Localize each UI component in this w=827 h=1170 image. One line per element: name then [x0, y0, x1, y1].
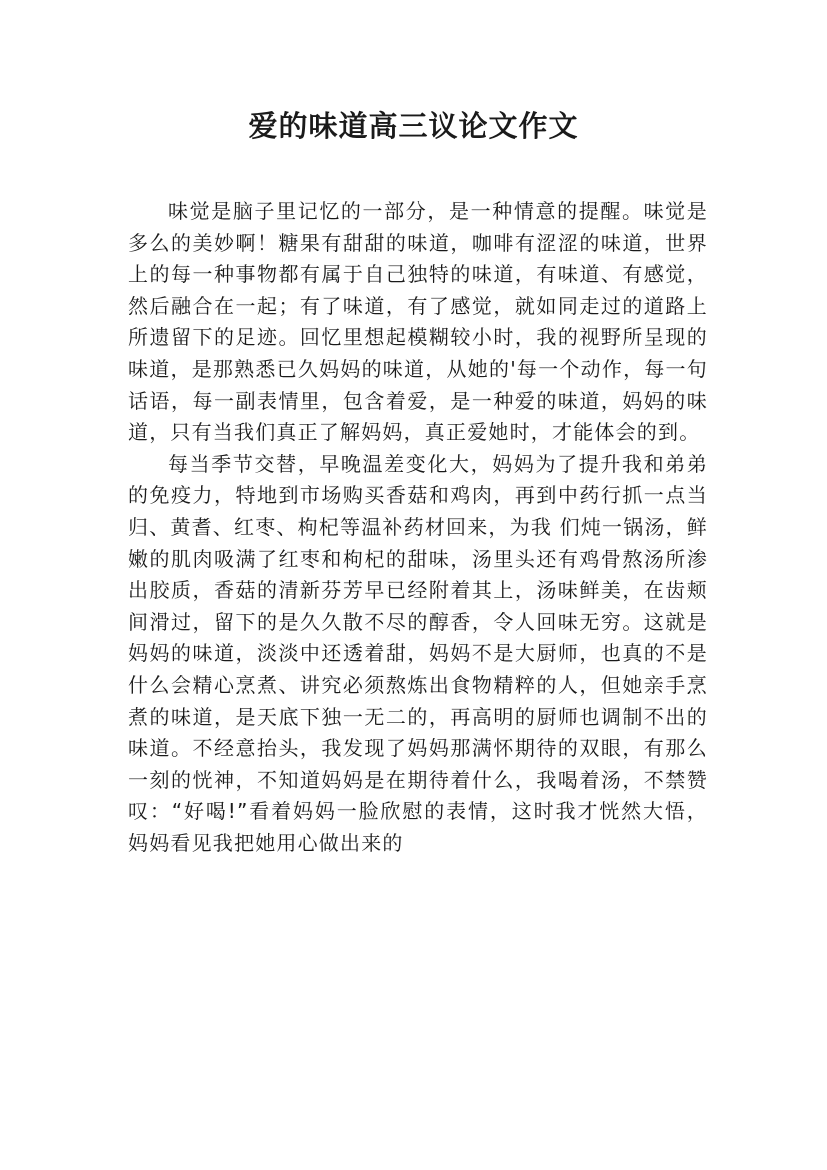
paragraph-2: 每当季节交替，早晚温差变化大，妈妈为了提升我和弟弟的免疫力，特地到市场购买香菇和鸡肉，再到中药行抓一点当归、黄耆、红枣、枸杞等温补药材回来，为我 们炖一锅汤，鲜嫩的肌肉吸满了红枣和枸杞的甜味，汤里头还有鸡骨熬汤所渗出胶质，香菇的清新芬芳早已经附着其上，汤味鲜美，在齿颊间滑过，留下的是久久散不尽的醇香，令人回味无穷。这就是妈妈的味道，淡淡中还透着甜，妈妈不是大厨师，也真的不是什么会精心烹煮、讲究必须熬炼出食物精粹的人，但她亲手烹煮的味道，是天底下独一无二的，再高明的厨师也调制不出的味道。不经意抬头，我发现了妈妈那满怀期待的双眼，有那么一刻的恍神，不知道妈妈是在期待着什么，我喝着汤，不禁赞叹：“好喝!”看着妈妈一脸欣慰的表情，这时我才恍然大悟，妈妈看见我把她用心做出来的 — [128, 451, 708, 855]
paragraph-1: 味觉是脑子里记忆的一部分，是一种情意的提醒。味觉是多么的美妙啊！糖果有甜甜的味道，咖啡有涩涩的味道，世界上的每一种事物都有属于自己独特的味道，有味道、有感觉，然后融合在一起；有了味道，有了感觉，就如同走过的道路上所遗留下的足迹。回忆里想起模糊较小时，我的视野所呈现的味道，是那熟悉已久妈妈的味道，从她的'每一个动作，每一句话语，每一副表情里，包含着爱，是一种爱的味道，妈妈的味道，只有当我们真正了解妈妈，真正爱她时，才能体会的到。 — [128, 199, 708, 445]
document-title: 爱的味道高三议论文作文 — [248, 109, 579, 143]
document-body — [128, 196, 708, 859]
